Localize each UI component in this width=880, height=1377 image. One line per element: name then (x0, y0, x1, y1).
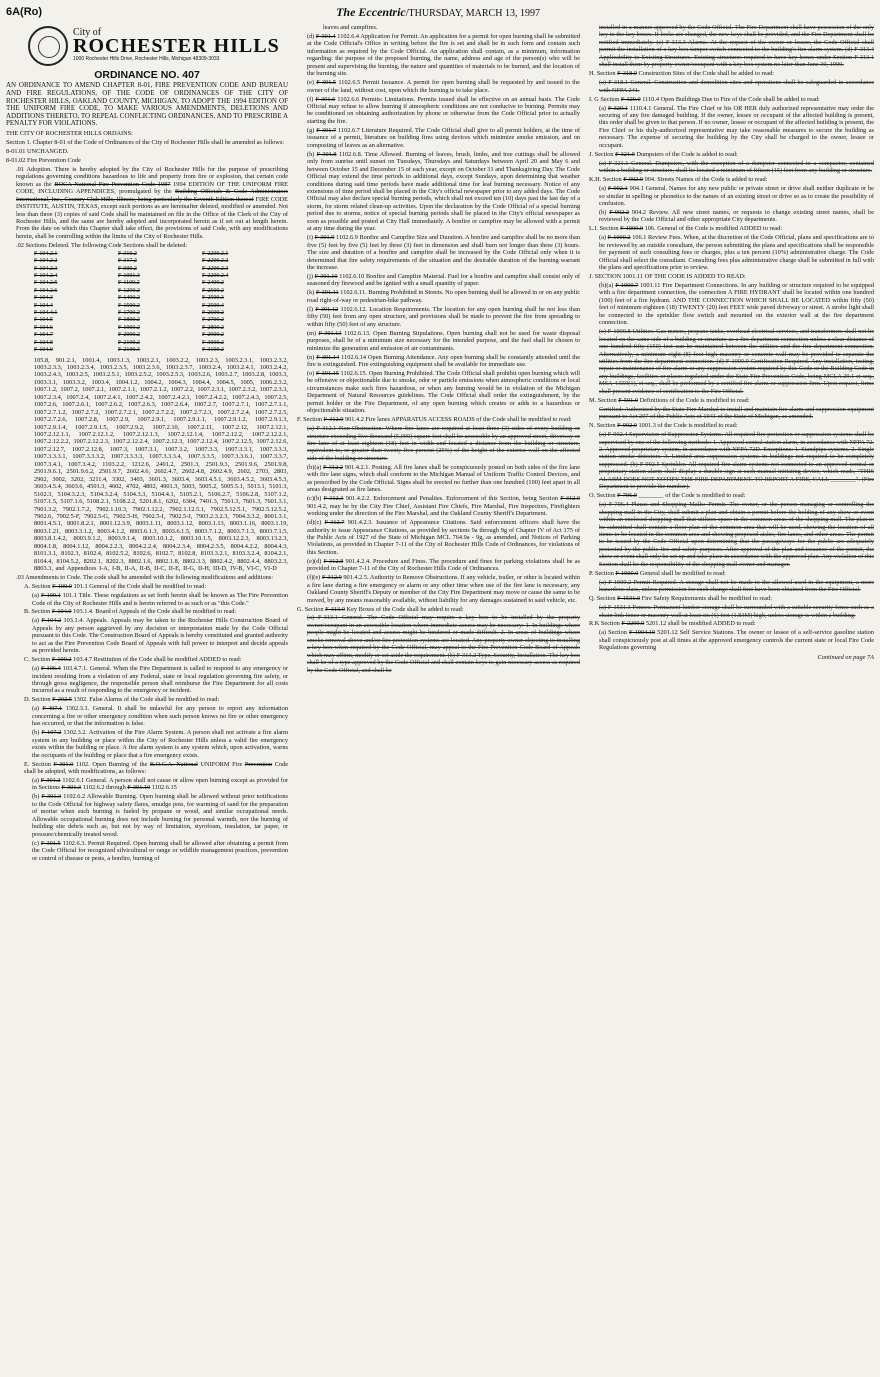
logo-address: 1000 Rochester Hills Drive, Rochester Hills, Michigan 48309-3033 (73, 56, 220, 62)
paper-name-and-date (336, 5, 540, 20)
deleted-section-cell: F-2800.2 (202, 324, 224, 331)
logo-city-name: ROCHESTER HILLS (73, 35, 280, 57)
deleted-section-cell: F-3000.2 (202, 339, 224, 346)
section-f-b: (c)(b) F-312.3 901.4.2.2. Enforcement and Penalties. Enforcement of this Section, being Section F-312.0 901.4.2, may be by the City Fire Chief, Assistant Fire Chiefs, Fire Marshal, Fire Inspectors, Firefighters working under the direction of the Fire Marshal, and the Oakland County Sheriff's Department. (307, 495, 580, 518)
section-e-a: (a) F-301.2 1102.6.1 General. A person shall not cause or allow open burning except as provided for in Sections F-301.3 1102.6.2 through F-301.10 1102.6.15 (32, 776, 288, 792)
deleted-section-cell: F-2100.3 (118, 347, 140, 354)
deleted-section-cell: F-1800.2 (118, 317, 140, 324)
section-m-a: (b)(a) F-1000.7 1001.11 Fire Department Connections. In any building or structure required to be equipped with a fire department connection, the connection A FIRE HYDRANT shall be located within one hundred (100) feet of a fire hydrant. AND THE CONNECTION WHICH SHALL BE LOCATED within fifty (50) feet of minimum eighteen (18) TWENTY (20) feet FEET wide paved driveway or street. A strobe light shall be connected to the sprinkler flow switch and mounted on the exterior wall at the fire department connection. (599, 282, 874, 327)
section-f-c: (d)(c) F-312.7 901.4.2.3. Issuance of Appearance Citations. Said enforcement officers shall have the authority to issue Appearance Citations, as provided by sections 9a through 9g of Chapter IV of Act 175 of the Public Acts of 1927 of the State of Michigan MCL 764.9a - 9g, as amended, and Notices of Parking Violations, as provided in Chapter 7-11 of the City of Rochester Hills Code of Ordinances, for violations of this Section. (307, 519, 580, 556)
paper-date: /THURSDAY, MARCH 13, 1997 (405, 7, 540, 19)
section-e-head: E. Section F-301.0 1102. Open Burning of the B.O.C.A. National UNIFORM Fire Prevention Code shall be adopted, with modifications, as follows: (24, 760, 288, 776)
section-e-n: (n) F-301.14 1102.6.14 Open Burning Attendance. Any open burning shall be constantly attended until the fire is extinguished. Fire extinguishing equipment shall be available for immediate use. (307, 353, 580, 368)
deleted-text: F-301.15 (315, 369, 339, 377)
section-o-deleted: (a) F-902.4 Supervision of Suppression Systems. All required fire protection or suppression systems shall be supervised by one of the following methods: 1. Approved central station alarm, in accordance with NFPA 72. 2. Approved proprietary system, in accordance with NFPA 72D. Exceptions: 1. Standpipe systems. 2. Single station smoke detectors. 3. Limited area suppression systems in buildings not required to be completely suppressed. (b) F-902.5 Sprinkler. All required fire alarm systems not connected to an approved central or proprietary station alarm shall display a durable sign at each manual initiating device, which reads, "THIS ALARM DOES NOT NOTIFY THE FIRE DEPARTMENT. TO REPORT A FIRE, CALL ________". (Fire Department to provide the number). (599, 431, 874, 491)
deleted-section-cell: F-1900.2 (118, 324, 140, 331)
deleted-section-cell: F-104.2.5 (34, 280, 58, 287)
deleted-section-cell: F-2700.2 (202, 317, 224, 324)
deleted-text: F-1531.0 (617, 595, 641, 603)
deleted-section-cell: F-1400.2 (118, 295, 140, 302)
section-f-deleted: (a) F-312.1 Non-Obstruction. Where fire lanes are required at least three (3) sides of every building or structure exceeding five thousand (5,000) square feet shall be accessible by an approved street, driveway or fire lane of at least eighteen (18) feet in width and located a distance from the building or structure, equivalent to, or greater than twenty-five percent (25%) of the height of the exterior wall on the affected side of the building or structure. (307, 425, 580, 462)
section-801-01: 8-01.01 UNCHANGED. (6, 147, 69, 155)
deleted-text: F-107.2 (41, 729, 62, 737)
deleted-section-cell: F-1200.2 (118, 287, 140, 294)
section-b-head: B. Section F-104.0 103.1.4. Board of Appeals of the Code shall be modified to read: (24, 608, 237, 616)
deleted-text: F-301.4 (315, 32, 336, 40)
deleted-text: F-301.8 (316, 150, 337, 158)
deleted-text: F-301.11 (315, 289, 339, 297)
section-b-a: (a) F-104.2 103.1.4. Appeals. Appeals may be taken to the Rochester Hills Construction Board of Appeals by any person aggrieved by any decision or interpretation made by the Code Official pursuant to this Code. The Construction Board of Appeals is hereby constituted and granted authority to act as the Fire Prevention Code Board of Appeals with full power to interpret and decide appeals as provided herein. (32, 617, 288, 655)
ordinance-caption: AN ORDINANCE TO AMEND CHAPTER 8-01, FIRE PREVENTION CODE AND BUREAU AND FIRE REGULATIONS, OF THE CODE OF ORDINANCES OF THE CITY OF ROCHESTER HILLS, OAKLAND COUNTY, MICHIGAN, TO ADOPT THE 1994 EDITION OF THE UNIFORM FIRE CODE, TO MAKE VARIOUS AMENDMENTS, DELETIONS AND ADDITIONS THERETO, TO REPEAL CONFLICTING ORDINANCES, AND TO PRESCRIBE A PENALTY FOR VIOLATIONS. (6, 81, 288, 128)
deleted-text: F-312.2 (323, 463, 343, 471)
deleted-section-cell: F-1100.2 (118, 280, 140, 287)
section-s-head: R.K Section F-2200.0 5201.12 shall be modified ADDED to read: (589, 620, 756, 628)
section-e-c: (c) F-301.5 1102.6.3. Permit Required. Open burning shall be allowed after obtaining a permit from the Code Official for recognized silvicultural or range or wildlife management practices, prevention or control of disease or pests, a bonfire, burning of (32, 839, 288, 862)
section-l-head: L.I. Section F-1000.0 106. General of the Code is modified ADDED to read: (589, 225, 783, 233)
deleted-text: F-301.14 (316, 353, 340, 361)
section-m-deleted: (c) F-1000.8 Utilities. Gas meters, propane tanks, overhead electrical services, and transformers shall not be located on the same side of a building or structure as a fire department connection unless a clear distance of one hundred fifty (150) feet can be maintained between the utilities and the fire department connection. Alternatively, a minimum eight (8) foot high masonry or concrete wall may be provided to separate the utilities from the fire department connection. (d) F-1000.9 Certification Required. Any installation, testing, repair or maintenance of fire alarm or any suppression system required by this Code or the Building Code in any buildings, facilities or places regulated under the State Fire Prevention Code, being MCLA 29.1 et seq., MSA 4.559(1), et seq., shall be performed by a certified fire alarm or suppression firm. Upon request, firms shall present evidence of certification to the Fire Official. (599, 328, 874, 395)
deleted-text: F-301.0 (53, 760, 74, 768)
deleted-text: F-321.0 (615, 150, 635, 158)
deleted-text: F-312.3 (323, 495, 344, 503)
deleted-text: F-100.2 (51, 656, 72, 664)
section-l-a: (a) F-1000.2 106.1 Review Fees. When, at the discretion of the Code Official, plans and specifications are to be reviewed by an outside consultant, the person submitting the plans and specifications shall be responsible for payment of such consulting fees or charges, plus a ten percent (10%) administrative charge. The Code Official shall select the consultant. Consulting fees plus administrative charge shall be submitted in full with the plans and specifications prior to review. (599, 234, 874, 272)
deleted-section-cell: F-2200.2.2 (202, 258, 229, 265)
column-1 (6, 24, 288, 1371)
deleted-section-cell: F-104.4 (34, 302, 53, 309)
column-3 (589, 24, 874, 1371)
deleted-section-cell: F-2500.4 (202, 302, 224, 309)
deleted-section-cell: F-104.2.2 (34, 258, 58, 265)
section-e-j: (j) F-301.10 1102.6.10 Bonfire and Campfire Material. Fuel for a bonfire and campfire shall consist only of seasoned dry firewood and be ignited with a small quantity of paper. (307, 273, 580, 288)
section-f-a: (b)(a) F-312.2 901.4.2.1. Posting. All fire lanes shall be conspicuously posted on both sides of the fire lane with fire lane signs, which shall conform to the Michigan Manual of Uniform Traffic Control Devices, and as prescribed by the Code Official. Signs shall be erected no further than one hundred (100) feet apart in all areas designated as fire lanes. (307, 463, 580, 494)
deleted-text: F-301.6 (315, 95, 336, 103)
city-seal-icon (28, 26, 68, 66)
deleted-text: Prevention (244, 760, 273, 768)
deleted-section-cell: F-104.2.1 (34, 250, 58, 257)
section-f-d: (e)(d) F-312.8 901.4.2.4. Procedure and Fines. The procedure and fines for parking violations shall be as provided in Chapter 7-11 of the City of Rochester Hills Code of Ordinances. (307, 557, 580, 573)
deleted-text: F-312.8 (323, 557, 344, 565)
deleted-text: F-320.1 (608, 104, 628, 112)
section-code: 6A(Ro) (6, 6, 43, 18)
section-p-head: O. Section F-706.0 ________ of the Code is modified to read: (589, 492, 746, 500)
deleted-text: F-407.1 (42, 705, 63, 713)
deleted-text: F-902.1 (607, 185, 628, 193)
section-801-02: 8-01.02 Fire Prevention Code (6, 156, 81, 164)
deleted-section-cell: F-2400.2 (202, 280, 224, 287)
deleted-section-cell: F-900.2 (118, 265, 137, 272)
deleted-section-cell: F-2500.2 (202, 287, 224, 294)
section-e-l: (l) F-301.12 1102.6.12. Location Requirements. The location for any open burning shall be not less than fifty (50) feet from any open structure, and provisions shall be made to prevent the fire from spreading to within fifty (50) feet of any structure. (307, 305, 580, 328)
para-adoption: .01 Adoption. There is hereby adopted by the City of Rochester Hills for the purpose of prescribing regulations governing conditions hazardous to life and property from fire or explosion, that certain code known as the BOCA National Fire Prevention Code 1987 1994 EDITION OF THE UNIFORM FIRE CODE, INCLUDING APPENDICES, promulgated by the Building Officials & Code Administrators International, Inc., Country Club Hills, Illinois, being particularly the Seventh Edition thereof FIRE CODE INSTITUTE, AUSTIN, TEXAS, except such portions as are hereinafter deleted, modified or amended. Not less than three (3) copies of said Code shall be maintained on file in the Office of the Clerk of the City of Rochester Hills, and the same are hereby adopted and incorporated herein as if set out at length herein. From the date on which this Chapter shall take effect, the provisions of said Code, with any modifications herein, shall be controlling within the limits of the City of Rochester Hills. (16, 165, 288, 240)
section-g-deleted-cont: installed in a manner approved by the Code Official. The Fire Department shall have possession of the only key to the key boxes. If locks are changed, the new keys shall be provided, and the Fire Department shall be notified immediately. (c) F-313.3 Alarms. At the request of the owner or lessee, the Code Official shall permit the installation of a key box tamper switch connected to the building's fire alarm system. (d) F-313.4 Applicability to Existing Structures. Existing structures required to have key boxes under Section F-313.1 shall install them by property owner/occupant with a key box system no later than June 30, 1990. (599, 24, 874, 69)
deleted-section-cell: F-104.2.6 (34, 287, 58, 294)
section-h-head: H. Section F-318.0 Construction Sites of the Code shall be added to read: (589, 70, 775, 78)
deleted-section-cell: F-104.8 (34, 339, 53, 346)
section-d-head: D. Section F-202.5 1302. False Alarms of the Code shall be modified to read: (24, 696, 220, 704)
deleted-section-cell: F-104.9 (34, 347, 53, 354)
deleted-section-cell: F-104.5 (34, 317, 53, 324)
deleted-text: F-301.5 (40, 839, 61, 847)
section-e-k: (k) F-301.11 1102.6.11. Burning Prohibited in Streets. No open burning shall be allowed in or on any public road right-of-way or pedestrian-bike pathway. (307, 289, 580, 304)
section-r-deleted: (a) F-1531.3 Fences. Permanent lumber storage shall be surrounded with a suitable security fence such as a chain link fence or masonry wall at least six (6) feet (1.83M) high, unless storage is within a building. (599, 604, 874, 619)
section-1: Section 1. Chapter 8-01 of the Code of Ordinances of the City of Rochester Hills shall be amended as follows: (6, 138, 285, 146)
deleted-section-cell: F-104.6 (34, 324, 53, 331)
deleted-text: F-312.0 (560, 495, 580, 503)
section-a-head: A. Section F-100.0 101.1 General of the Code shall be modified to read: (24, 583, 207, 591)
section-m-head: J. SECTION 1001.11 OF THE CODE IS ADDED TO READ: (589, 273, 746, 281)
logo-city-of: City of (73, 26, 102, 38)
deleted-section-cell: F-2500.3 (202, 295, 224, 302)
deleted-text: F-106.4 (40, 665, 61, 673)
section-c-head: C. Section F-100.2 103.4.7 Restitution of the Code shall be modified ADDED to read: (24, 656, 242, 664)
deleted-section-cell: F-2200.2.4 (202, 273, 229, 280)
deleted-text: F-301.10 (314, 273, 338, 280)
deleted-text: F-312.0 (323, 416, 344, 424)
section-p-deleted: (a) F-706.4 Plazas and Shopping Malls: Permit. The owner, or the person managing or controlling the shopping mall in the City, shall submit a plan and obtain a permit before the holding of any show or event within an enclosed shopping mall that utilizes space in the common areas of the shopping mall. The plan to be submitted shall contain a floor plan of the common area that will be used, showing the location of all items to be located in the common area and showing proposed aisles, fire lanes, and other areas. The permit to be issued by the Code Official upon determining that the passageways for the public are adequately protected by the public fire and safety purposes. After approval of the plan and issuance of the permit, the show or event shall only be set up and take place in accordance with the approved plan. Any violation of this Section shall be the responsibility of the shopping mall owner and manager. (599, 501, 874, 568)
section-e-g: (g) F-301.7 1102.6.7 Literature Required. The Code Official shall give to all permit holders, at the time of issuance of a permit, literature on building fires using devices which minimize smoke emission, and on composting of leaves as an alternative. (307, 126, 580, 149)
masthead (6, 4, 874, 20)
deleted-section-cell: F-2000.2 (118, 332, 140, 339)
deleted-section-cell: F-317.2 (118, 258, 137, 265)
deleted-text: F-2200.0 (621, 620, 645, 628)
deleted-section-cell: F-104.3 (34, 295, 53, 302)
deleted-text: F-301.10 (127, 784, 151, 792)
deleted-text: F-100.1 (40, 592, 61, 600)
deleted-text: F-320.0 (620, 95, 641, 103)
section-i-head: I. G Section F-320.0 1110.4 Open Buildings Due to Fire of the Code shall be added to read: (589, 95, 820, 103)
section-o-head: N. Section F-902.0 1001.3 of the Code is modified to read: (589, 422, 738, 430)
paper-name: The Eccentric (336, 4, 406, 19)
deleted-text: F-301.5 (316, 79, 337, 87)
deleted-section-cell: F-1001.3 (118, 273, 140, 280)
deleted-text: F-501.0 (618, 396, 638, 404)
section-n-head: M. Section F-501.0 Definitions of the Code is modified to read: (589, 396, 750, 404)
section-h-deleted: (a) F-318.1 General. Construction and demolition sites and operations shall be safeguarded in accordance with NFPA 241. (599, 79, 874, 94)
deleted-text: F-1904.10 (629, 629, 656, 637)
deleted-text: F-301.13 (318, 329, 342, 337)
deleted-text: F-301.3 (41, 793, 62, 801)
deleted-text: F-313.0 (325, 605, 345, 613)
deleted-text: F-104.0 (51, 608, 72, 616)
deleted-section-cell: F-2600.2 (202, 310, 224, 317)
section-j-head: J. Section F-321.0 Dumpsters of the Code is added to read: (589, 150, 738, 158)
ordinance-title: ORDINANCE NO. 407 (94, 69, 200, 81)
deleted-text: F-1900.0 (615, 569, 639, 577)
section-q-deleted: (a) F-1900.2 Permit Required. A storage shall not be made to the allowed used in the equipment, a more hazardous class, unless permission for such change shall first have been obtained from the Fire Official. (599, 578, 874, 594)
deleted-text: F-1000.0 (620, 225, 644, 233)
section-f-e: (f)(e) F-312.9 901.4.2.5. Authority to Remove Obstructions. If any vehicle, trailer, or other is located within a fire lane during a fire emergency or alarm or any other time when use of the fire lane is necessary, any Oakland County Sheriff's Deputy or member of the City Fire Department may move or cause the same to be moved, by any means reasonably available, without liability for any damages sustained to said vehicle, etc. (307, 574, 580, 604)
deleted-section-cell: F-1700.2 (118, 310, 140, 317)
deleted-section-cell: F-2200.2.3 (202, 265, 229, 272)
deleted-text: F-104.2 (41, 617, 62, 625)
deleted-text: F-902.2 (609, 208, 630, 216)
section-c-a: (a) F-106.4 103.4.7.1. General. When the Fire Department is called to respond to any emergency or incident resulting from a violation of any Federal, state or local regulation governing fire safety, or through gross negligence, the responsible person shall reimburse the Fire Department for all costs incurred as a result of responding to the emergency or incident. (32, 665, 288, 695)
section-s-a: (a) Section F-1904.10 5201.12 Self Service Stations. The owner or lessee of a self-service gasoline station shall conspicuously post at all times at the approved emergency controls the current state or local Fire Code Regulations governing (599, 629, 874, 652)
deleted-section-cell: F-2100.2 (118, 339, 140, 346)
deleted-section-cell: F-2900.2 (202, 332, 224, 339)
deleted-section-cell: F-310.2 (118, 250, 137, 257)
section-k-a: (a) F-902.1 904.1 General. Names for any new public or private street or drive shall neither duplicate or be so similar in spelling or phonetics to the names of an existing street or drive so as to create the possibility of confusion. (599, 185, 874, 207)
section-e-o: (o) F-301.15 1102.6.15. Open Burning Prohibited. The Code Official shall prohibit open burning which will be offensive or objectionable due to smoke, odor or particle emissions when atmospheric conditions or local circumstances make such fires hazardous, or when any burning would be in violation of the Michigan Department of Natural Resources guidelines. The Code Official shall order the extinguishment, by the permit holder or the Fire Department, of any open burning which creates or adds to a hazardous or objectionable situation. (307, 369, 580, 415)
deleted-section-cell: F-2200.2.1 (202, 250, 229, 257)
section-n-deleted: Certified: Authorized by the State Fire Marshal to install and maintain fire alarm and suppression equipment pursuant to Act 207 of the Public Acts of 1941 of the State of Michigan, as amended. (599, 405, 874, 421)
deleted-section-numbers: 105.8, 901.2.1, 1001.4, 1003.1.3, 1003.2.1, 1003.2.2, 1003.2.3, 1003.2.3.1, 1003.2.3.2, 1003.2.3.3, 1003.2.3.4, 1003.2.3.5, 1003.2.3.6, 1003.2.3.7, 1003.2.4, 1003.2.4.1, 1003.2.4.2, 1003.2.4.3, 1003.2.5, 1003.2.5.1, 1003.2.5.2, 1003.2.5.3, 1003.2.6, 1003.2.7, 1003.2.8, 1003.3, 1003.3.1, 1003.3.2, 1003.4, 1004.1.2, 1004.2, 1004.3, 1004.4, 1004.5, 1005, 1006.2.3.2, 1007.1.2, 1007.2, 1007.2.1, 1007.2.1.1, 1007.2.1.2, 1007.2.2, 1007.2.3.1, 1007.2.3.2, 1007.2.3.3, 1007.2.3.4, 1007.2.4, 1007.2.4.1, 1007.2.4.2, 1007.2.4.2.1, 1007.2.4.2.2, 1007.2.4.3, 1007.2.5, 1007.2.6, 1007.2.6.1, 1007.2.6.2, 1007.2.6.3, 1007.2.6.4, 1007.2.7, 1007.2.7.1, 1007.2.7.1.1, 1007.2.7.1.2, 1007.2.7.2, 1007.2.7.2.1, 1007.2.7.2.2, 1007.2.7.2.3, 1007.2.7.2.4, 1007.2.7.2.5, 1007.2.7.2.6, 1007.2.8, 1007.2.9, 1007.2.9.1, 1007.2.9.1.1, 1007.2.9.1.2, 1007.2.9.1.3, 1007.2.9.1.4, 1007.2.9.1.5, 1007.2.9.2, 1007.2.10, 1007.2.11, 1007.2.12, 1007.2.12.1, 1007.2.12.1.1, 1007.2.12.1.2, 1007.2.12.1.3, 1007.2.12.1.4, 1007.2.12.2, 1007.2.12.2.1, 1007.2.12.2.2, 1007.2.12.2.3, 1007.2.12.2.4, 1007.2.12.3, 1007.2.12.4, 1007.2.12.5, 1007.2.12.6, 1007.2.12.7, 1007.2.12.8, 1007.3, 1007.3.1, 1007.3.2, 1007.3.3, 1007.3.3.1, 1007.3.3.3, 1007.3.3.3.1, 1007.3.3.3.2, 1007.3.3.3.3, 1007.3.3.3.4, 1007.3.3.5, 1007.3.3.6.1, 1007.3.3.7, 1007.3.4.1, 1007.3.4.2, 1103.2.2, 1212.6, 2401.2, 2501.3, 2501.9.3, 2501.9.6, 2501.9.8, 2501.9.6.1, 2501.9.6.2, 2501.9.7, 2602.4.6, 2602.4.7, 2602.4.8, 2602.4.9, 2602, 2703, 2803, 2902, 3002, 3202, 3211.4, 3302, 3403, 3601.3, 3603.4, 3603.4.5.1, 3603.4.5.2, 3603.4.5.3, 3603.4.5.4, 3603.6, 4501.3, 4602, 4702, 4802, 4901.3, 5003, 5005.2, 5005.5.1, 5013.1, 5101.3, 5102.3, 5104.3.2.3, 5104.3.2.4, 5104.3.3, 5104.4.1, 5105.2.1, 5106.2.7, 5106.2.8, 5107.1.2, 5107.1.5, 5107.1.6, 5108.2.1, 5108.2.2, 5201.8.1, 6202, 6304, 7401.3, 7501.3, 7601.3, 7601.3.1, 7901.3.2, 7902.1.7.2, 7902.1.10.3, 7902.1.12.2, 7902.1.12.5.1, 7902.5.12.5.1, 7902.5.12.5.2, 7902.6, 7902.5-F, 7902.5-G, 7902.5-H, 7902.5-I, 7902.5-J, 7903.2.3.2.3, 7904.3.3.2, 8001.3.1, 8001.4.5.1, 8001.8.2.1, 8001.12.3.9, 8003.1.11, 8003.1.12, 8003.1.13, 8003.1.16, 8003.1.19, 8003.1.21, 8003.3.1.2, 8003.4.1.2, 8003.6.1.3, 8003.6.1.5, 8003.7.1.2, 8003.7.1.3, 8003.7.1.5, 8003.8.1.4.2, 8003.9.1.2, 8003.9.1.4, 8003.10.1.2, 8003.10.1.5, 8003.12.2.3, 8003.13.2.3, 8004.1.8, 8004.1.12, 8004.2.2.3, 8004.2.2.4, 8004.2.3.4, 8004.2.3.5, 8004.4.2.2, 8004.4.3, 8101.3.1, 8102.3, 8102.4, 8102.5.2, 8102.6, 8102.7, 8102.8, 8103.3.2.1, 8103.3.2.4, 8104.2.1, 8104.4, 8104.5.2, 8202.1, 8202.3, 8802.1.6, 8802.1.8, 8802.3.3, 8802.4.2, 8802.4.4, 8803.2.3, 8803.3, and Appendices I-A, I-B, II-A, II-B, II-C, II-E, II-G, II-H, III-D, IV-B, VI-C, VI-D (34, 356, 288, 573)
section-a-a: (a) F-100.1 101.1 Title. These regulations as set forth herein shall be known as The Fire Prevention Code of the City of Rochester Hills and is herein referred to as such or as "this Code." (32, 592, 288, 607)
deleted-text: F-312.9 (321, 574, 342, 582)
deleted-section-cell: F-104.2.3 (34, 265, 58, 272)
deleted-text: Building Officials & Code Administrators International, Inc., Country Club Hills, Illinois, being particularly the Seventh Edition thereof (16, 188, 288, 203)
section-e-f: (f) F-301.6 1102.6.6 Permits: Limitations. Permits issued shall be effective on an annual basis. The Code Official may refuse to allow burning if atmospheric conditions are not conducive to burning. Permits may be conditioned on obtaining authorization by phone or otherwise from the Code Official prior to actually starting the fire. (307, 95, 580, 125)
deleted-text: F-301.9 (314, 234, 335, 242)
section-q-head: P. Section F-1900.0 General shall be modified to read: (589, 569, 726, 577)
section-d-b: (b) F-107.2 1302.3.2. Activation of the Fire Alarm System. A person shall not activate a fire alarm system in any building or place within the City of Rochester Hills unless a valid fire emergency exists within the building or place. A fire alarm system is any system which, upon activation, warns the occupants of the building or place that a fire emergency exists. (32, 729, 288, 759)
deleted-text: F-1000.7 (615, 282, 639, 289)
city-logo (28, 26, 288, 66)
section-i-a: (a) F-320.1 1110.4.1 General. The Fire Chief or his OR HER duly authorized representative may order the securing of any fire damaged building. If the owner, lessee or occupant of the affected building is present, this order shall be given to that person. If no owner, lessee or occupant of the affected building is present, the Fire Chief or his duly-authorized representative may take reasonable measures to secure the building as necessary. The expense of securing the building by the City shall be charged to the owner, lessee or occupant. (599, 104, 874, 149)
section-e-b: (b) F-301.3 1102.6.2 Allowable Burning. Open burning shall be allowed without prior notifications to the Code Official for highway safety flares, smudge pots, for warming of sand for the preparation of mortar when such burning is fueled by propane or wood, and similar occupational needs. Allowable occupational burning does not include burning for personal warmth, nor the burning of building site debris such as, but not by way of limitation, styrofoam, insulation, tar paper, or pressure/chemically treated wood. (32, 793, 288, 838)
section-e-e: (e) F-301.5 1102.6.5 Permit Issuance. A permit for open burning shall be requested by and issued to the owner of the land, without cost, upon which the burning is to take place. (307, 79, 580, 94)
deleted-section-cell: F-3100.2 (202, 347, 224, 354)
para-sections-deleted: .02 Sections Deleted. The following Code Sections shall be deleted: (16, 241, 188, 249)
deleted-sections-table (6, 251, 288, 355)
deleted-section-cell: F-104.4.1 (34, 310, 58, 317)
deleted-text: F-100.0 (52, 583, 72, 591)
deleted-text: BOCA National Fire Prevention Code 1987 (54, 180, 171, 188)
section-f-head: F. Section F-312.0 901.4.2 Fire lanes APPARATUS ACCESS ROADS of the Code shall be modified to read: (297, 416, 572, 424)
deleted-text: F-902.0 (617, 422, 637, 430)
section-k-head: K.H. Section F-902.0 904. Streets Names of the Code is added to read: (589, 176, 768, 184)
para-amendments: .03 Amendments to Code. The code shall be amended with the following modifications and additions: (16, 574, 273, 582)
deleted-text: F-301.12 (315, 305, 339, 313)
deleted-text: F-706.0 (617, 492, 637, 500)
section-e-c-cont: leaves and campfires. (323, 24, 378, 31)
deleted-text: F-902.0 (623, 176, 644, 184)
deleted-text: F-312.7 (324, 519, 345, 527)
section-g-head: G. Section F-313.0 Key Boxes of the Code shall be added to read: (297, 605, 464, 613)
section-e-h: (h) F-301.8 1102.6.8. Time Allowed. Burning of leaves, brush, limbs, and tree cuttings shall be allowed only from sunrise until sunset on Tuesdays, Thursdays and Saturdays between April 20 and May 6 and between October 15 and December 15 of each year, except on October 31 and Thanksgiving Day. The Code Official may extend the time periods to additional days, except Sundays, upon determining that weather conditions during said time periods have made additional time for leaf burning necessary. Notice of any extensions of time period shall be placed in the City's official newspaper prior to any added days. The Code Official may also declare special burning periods, which shall not exceed ten (10) days past the last day of a storm, for storm related clean-up activities. Upon the declaration by the Code Official of a special burning period due to storms, notice of special burning periods shall be placed in the City's official newspaper as soon as possible and posted at City Hall immediately. A bonfire or campfire may be allowed with a permit at any time during the year. (307, 150, 580, 233)
deleted-text: F-301.2 (40, 776, 61, 784)
continued-note: Continued on page 7A (817, 653, 874, 661)
deleted-section-cell: F-104.7 (34, 332, 53, 339)
deleted-text: F-301.3 (61, 784, 82, 792)
ordains-line: THE CITY OF ROCHESTER HILLS ORDAINS: (6, 130, 133, 138)
section-r-head: Q. Section F-1531.0 Fire Safety Requirements shall be modified to read: (589, 595, 772, 603)
deleted-section-cell: F-104.2.4 (34, 273, 58, 280)
deleted-section-cell: F-1500.2 (118, 302, 140, 309)
deleted-text: B.O.C.A. National (149, 760, 198, 768)
deleted-text: F-318.0 (617, 70, 637, 78)
section-e-m: (m) F-301.13 1102.6.13. Open Burning Stipulations. Open burning shall not be used for waste disposal purposes, shall be of a minimum size necessary for the intended purpose, and the fuel shall be chosen to minimize the generation and emission of air contaminants. (307, 329, 580, 352)
section-g-deleted: (a) F-313.1 General. The Code Official may require a key box to be installed by the property owner/occupant in an accessible location where immediate access may be necessary: 1. In buildings where people might be located and access might be hindered or made difficult. 2. In areas of buildings where smoke removal above and/or fire protection systems are located. Any property owner objecting to installing a key box when required by the Code Official, may appeal to the Fire Prevention Code Board of Appeals which may affirm, modify or set aside the requirement. (b) F-313.2 Type, Security, Installation. The key box shall be of a type approved by the Code Official and shall contain keys to gain necessary access as required by the Code Official, and shall be (307, 614, 580, 674)
section-k-b: (b) F-902.2 904.2 Review. All new street names, or requests to change existing street names, shall be reviewed by the Code Official and other appropriate City departments. (599, 208, 874, 224)
deleted-text: F-202.5 (52, 696, 72, 704)
section-e-d: (d) F-301.4 1102.6.4 Application for Permit. An application for a permit for open burning shall be submitted at the Code Official's Office in writing before the fire is set and shall be in such form and contain such information as required by the Code Official. An application shall contain, as a minimum, information regarding: the purpose of the proposed burning, the name, address and age of the person(s) who will be present and supervising the burning, the nature and quantities of materials to be burned, and the location of the burning site. (307, 32, 580, 78)
section-j-deleted: (a) F-321.1 General. Dumpsters, with the exception of a dumpster connected to a compactor, contained within a building or structure, shall be located a minimum of fifteen (15) feet from any building or structure. (599, 159, 874, 175)
section-e-i: (i) F-301.9 1102.6.9 Bonfire and Campfire Size and Duration. A bonfire and campfire shall be no more than five (5) feet by five (5) feet by three (3) feet in dimension and shall burn not longer than three (3) hours. The size and duration of a bonfire and campfire shall be increased by the Code Official only when it is determined that fire safety requirements of the situation and the desirable duration of the burning warrant the increase. (307, 234, 580, 272)
section-d-a: (a) F-407.1 1302.3.1. General. It shall be unlawful for any person to report any information concerning a fire or other emergency condition when such person knows no fire or other emergency has occurred, or that the information is false. (32, 705, 288, 728)
deleted-text: F-1000.2 (607, 234, 631, 242)
deleted-text: F-301.7 (316, 126, 337, 134)
column-2 (297, 24, 580, 1371)
